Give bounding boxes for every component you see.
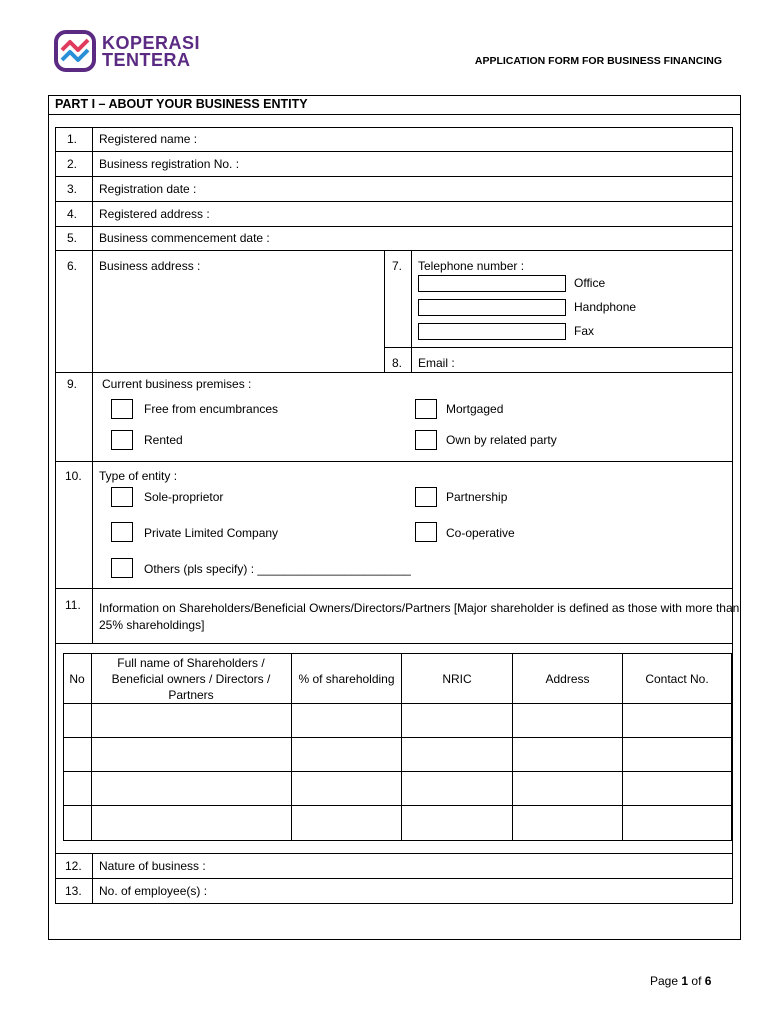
logo [54,30,201,74]
free-from-encumbrances-checkbox[interactable] [111,399,133,419]
form-title: APPLICATION FORM FOR BUSINESS FINANCING [474,55,722,67]
shareholders-info-line2: 25% shareholdings] [99,618,205,632]
row-no-12: 12. [65,859,82,873]
office-label: Office [574,276,606,290]
handphone-field[interactable] [418,299,566,316]
table-row[interactable] [64,806,731,840]
col-header-contact: Contact No. [645,671,709,686]
telephone-label: Telephone number : [418,259,525,273]
own-by-related-party-label: Own by related party [446,433,557,447]
row-no-6: 6. [67,259,78,273]
co-operative-label: Co-operative [446,526,515,540]
fax-label: Fax [574,324,595,338]
others-label: Others (pls specify) : _______________________ [144,562,411,576]
nature-of-business-label: Nature of business : [99,859,206,873]
row-no-4: 4. [67,207,78,221]
row-no-10: 10. [65,469,82,483]
business-address-area[interactable] [93,276,383,371]
col-header-address: Address [545,671,590,686]
row-no-7: 7. [392,259,403,273]
row-no-8: 8. [392,356,403,370]
handphone-label: Handphone [574,300,637,314]
mortgaged-checkbox[interactable] [415,399,437,419]
part-title: PART I – ABOUT YOUR BUSINESS ENTITY [55,97,308,111]
col-header-full-name: Full name of Shareholders / Beneficial owners / Directors / Partners [111,655,271,702]
premises-label: Current business premises : [102,377,252,391]
row-no-9: 9. [67,377,78,391]
own-by-related-party-checkbox[interactable] [415,430,437,450]
table-row[interactable] [64,772,731,805]
partnership-checkbox[interactable] [415,487,437,507]
page-number [650,974,711,988]
page-current: 1 [681,974,689,988]
private-limited-label: Private Limited Company [144,526,279,540]
office-phone-field[interactable] [418,275,566,292]
col-header-no: No [69,671,85,686]
rented-checkbox[interactable] [111,430,133,450]
row-no-1: 1. [67,132,78,146]
sole-proprietor-checkbox[interactable] [111,487,133,507]
registration-date-label: Registration date : [99,182,197,196]
mortgaged-label: Mortgaged [446,402,504,416]
logo-text-line2: TENTERA [102,50,191,70]
row-no-13: 13. [65,884,82,898]
table-row[interactable] [64,738,731,771]
fax-field[interactable] [418,323,566,340]
col-header-shareholding: % of shareholding [298,671,395,686]
logo-text-line1: KOPERASI [102,33,201,53]
partnership-label: Partnership [446,490,508,504]
private-limited-checkbox[interactable] [111,522,133,542]
page-word: Page [650,974,679,988]
free-from-encumbrances-label: Free from encumbrances [144,402,279,416]
employees-label: No. of employee(s) : [99,884,208,898]
business-registration-label: Business registration No. : [99,157,240,171]
registered-address-label: Registered address : [99,207,210,221]
logo-mark-icon [54,30,96,72]
business-address-label: Business address : [99,259,201,273]
registered-name-label: Registered name : [99,132,198,146]
sole-proprietor-label: Sole-proprietor [144,490,224,504]
shareholders-info-line1: Information on Shareholders/Beneficial Owners/Directors/Partners [Major shareholder is defined as those with more than [99,601,740,615]
page-total: 6 [704,974,712,988]
table-row[interactable] [64,704,731,737]
row-no-2: 2. [67,157,78,171]
row-no-5: 5. [67,231,78,245]
row-no-11: 11. [65,598,81,612]
col-header-nric: NRIC [442,671,472,686]
row-no-3: 3. [67,182,78,196]
others-checkbox[interactable] [111,558,133,578]
co-operative-checkbox[interactable] [415,522,437,542]
of-word: of [691,974,702,988]
email-label: Email : [418,356,455,370]
rented-label: Rented [144,433,183,447]
entity-type-label: Type of entity : [99,469,178,483]
commencement-date-label: Business commencement date : [99,231,270,245]
